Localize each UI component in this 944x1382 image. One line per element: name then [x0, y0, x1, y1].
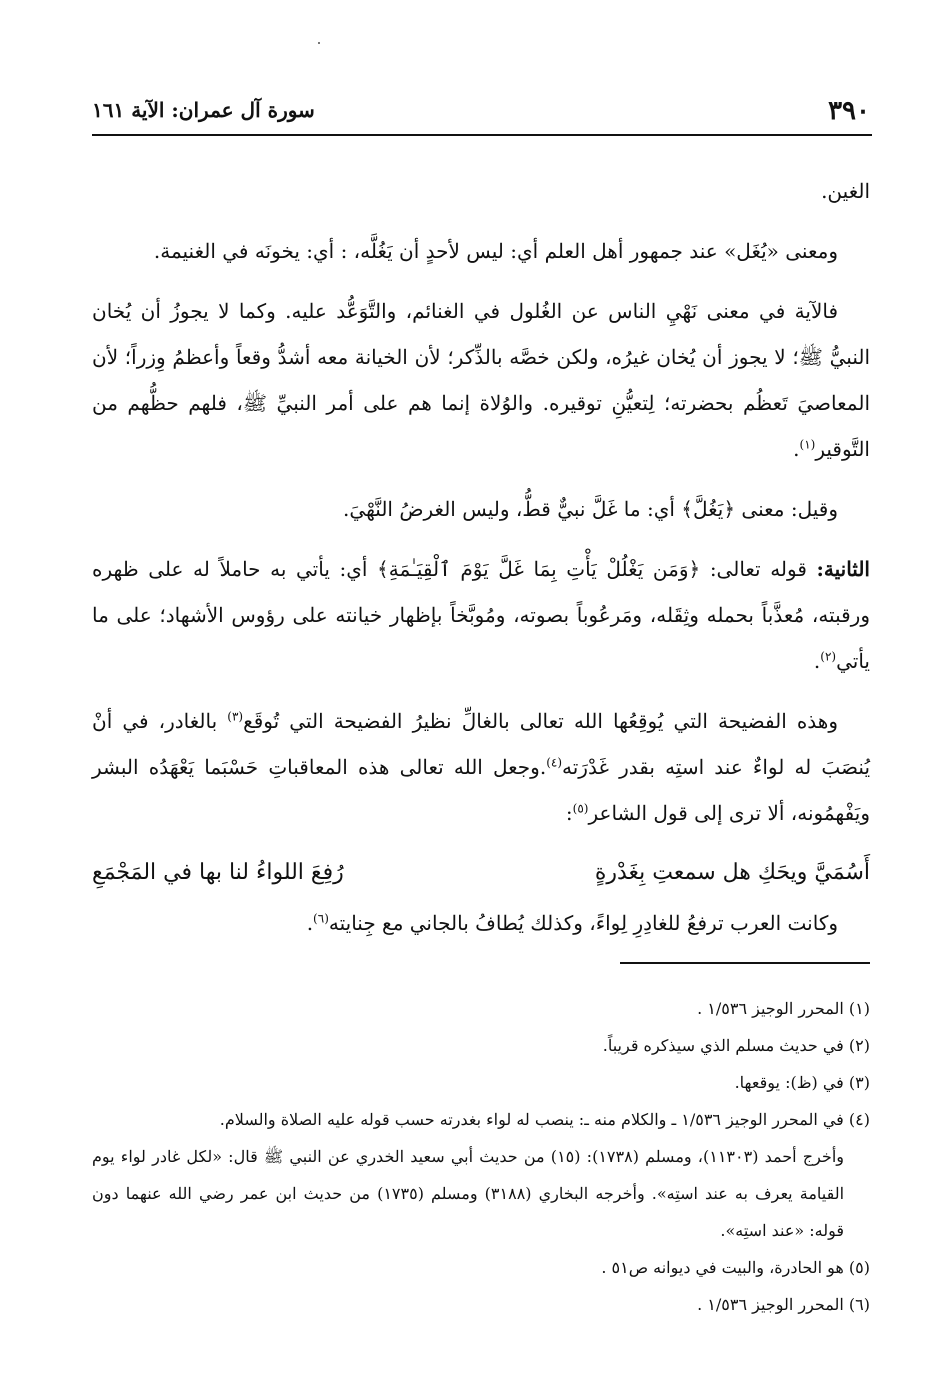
page-header — [92, 92, 870, 132]
footnotes — [92, 990, 870, 1323]
footnote-ref[interactable]: (٤) — [546, 755, 563, 770]
paragraph — [92, 486, 870, 532]
paragraph-text: وهذه الفضيحة التي يُوقِعُها الله تعالى بالغالِّ نظيرُ الفضيحة التي تُوقَع — [243, 709, 839, 733]
paragraph — [92, 168, 870, 214]
footnote: (٢) في حديث مسلم الذي سيذكره قريباً. — [602, 1036, 870, 1055]
paragraph-text: بالغادر، في أنْ يُنصَبَ له لواءٌ عند استِه بقدر غَدْرَته — [92, 709, 871, 779]
verse-second-hemistich: رُفِعَ اللواءُ لنا بها في المَجْمَعِ — [92, 860, 344, 885]
paragraph-text: فالآية في معنى نَهْيِ الناس عن الغُلول في الغنائم، والتَّوَعُّد عليه. وكما لا يجوزُ أن يُخان النبيُّ ﷺ؛ لا يجوز أن يُخان غيرُه، ولكن خصَّه بالذِّكر؛ لأن الخيانة معه أشدُّ وقعاً وأعظمُ وِزراً؛ لأن المعاصيَ تَعظُم بحضرته؛ لِتعيُّنِ توقيره. والوُلاة إنما هم على أمر النبيِّ ﷺ، فلهم حظُّهم من التَّوقير — [92, 299, 870, 461]
paragraph-text: الغين. — [821, 179, 870, 203]
page-number: ٣٩٠ — [828, 96, 870, 126]
footnote-ref[interactable]: (١) — [799, 437, 816, 452]
paragraph — [92, 698, 870, 836]
footnote-ref[interactable]: (٦) — [313, 911, 329, 926]
footnote-ref[interactable]: (٥) — [572, 801, 589, 816]
paragraph-text: .وجعل الله تعالى هذه المعاقباتِ حَسْبَما يَعْهَدُه البشر ويَفْهمُونه، ألا ترى إلى قول الشاعر — [92, 755, 870, 825]
paragraph-text: وقيل: معنى ﴿يَغُلَّ﴾ أي: ما غَلَّ نبيٌّ قطُّ، وليس الغرضُ النَّهْيَ. — [343, 497, 838, 521]
footnote: (٤) في المحرر الوجيز ١/٥٣٦ ـ والكلام منه ـ: ينصب له لواء بغدرته حسب قوله عليه الصلاة والسلام. — [219, 1110, 870, 1129]
footnote: (٣) في (ظ): يوقعها. — [734, 1073, 870, 1092]
footnote-ref[interactable]: (٢) — [820, 649, 837, 664]
footnote-ref[interactable]: (٣) — [227, 709, 244, 724]
footnote: (٦) المحرر الوجيز ١/٥٣٦ . — [697, 1295, 870, 1314]
paragraph-text: وكانت العرب ترفعُ للغادِرِ لِواءً، وكذلك يُطافُ بالجاني مع جِنايته — [328, 911, 838, 935]
paragraph-text: ومعنى «يُغَل» عند جمهور أهل العلم أي: ليس لأحدٍ أن يَغُلَّه، : أي: يخونَه في الغنيمة. — [153, 239, 838, 263]
paragraph-text: قوله تعالى: ﴿وَمَن يَغْلُلْ يَأْتِ بِمَا غَلَّ يَوْمَ ٱلْقِيَـٰمَةِ﴾ أي: يأتي به حاملاً له على ظهره ورقبته، مُعذَّباً بحمله وثِقَله، ومَرعُوباً بصوته، ومُوبَّخاً بإظهار خيانته على رؤوس الأشهاد؛ على ما يأتي — [92, 557, 870, 673]
paragraph — [92, 546, 870, 684]
section-label: الثانية: — [816, 557, 870, 581]
punctuation: . — [793, 437, 800, 461]
footnote-continuation: وأخرج أحمد (١١٣٠٣)، ومسلم (١٧٣٨): (١٥) من حديث أبي سعيد الخدري عن النبي ﷺ قال: «لكل غادر لواء يوم القيامة يعرف به عند استِه». وأخرجه البخاري (٣١٨٨) ومسلم (١٧٣٥) من حديث ابن عمر رضي الله عنهما دون قوله: «عند استِه». — [92, 1147, 845, 1240]
main-text — [92, 168, 870, 960]
paragraph — [92, 288, 870, 472]
punctuation: . — [813, 649, 821, 673]
paragraph — [92, 900, 870, 946]
punctuation: . — [306, 911, 314, 935]
punctuation: : — [565, 801, 573, 825]
running-title: سورة آل عمران: الآية ١٦١ — [92, 98, 315, 122]
poem-verse — [92, 850, 870, 896]
paragraph — [92, 228, 870, 274]
header-divider — [92, 134, 872, 136]
scan-speck — [318, 42, 320, 44]
footnote: (٥) هو الحادرة، والبيت في ديوانه ص٥١ . — [601, 1258, 870, 1277]
verse-first-hemistich: أَسُمَيَّ ويحَكِ هل سمعتِ بِغَدْرةٍ — [594, 860, 870, 885]
footnote: (١) المحرر الوجيز ١/٥٣٦ . — [697, 999, 870, 1018]
footnote-divider — [620, 962, 870, 964]
